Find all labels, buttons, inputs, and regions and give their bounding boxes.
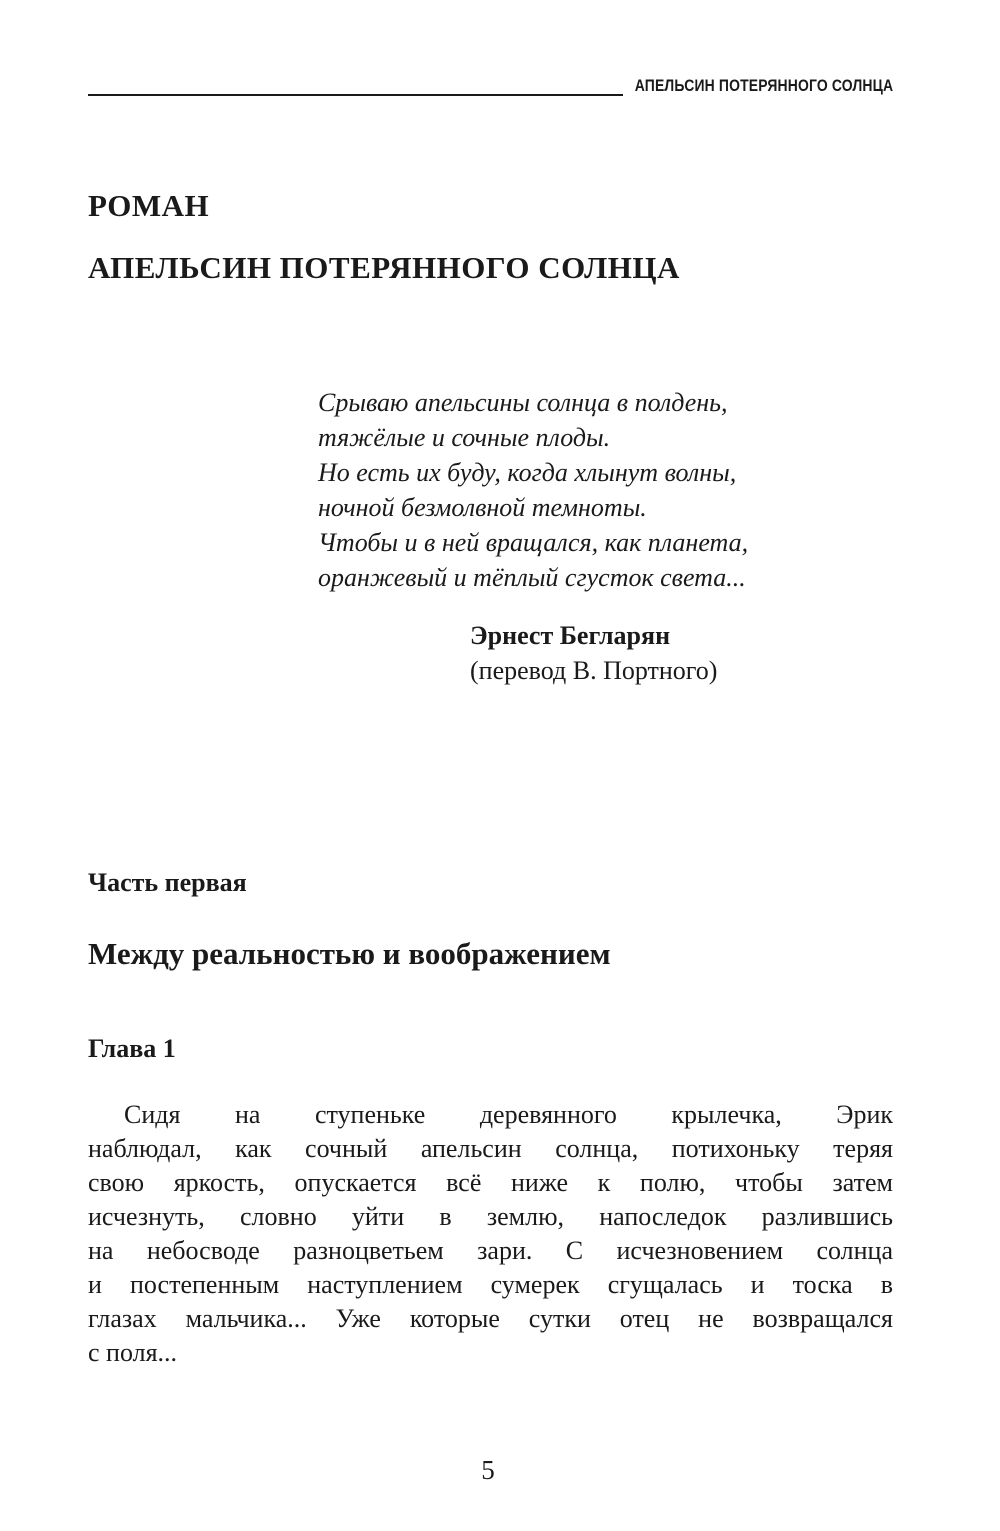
epigraph-line: тяжёлые и сочные плоды.: [318, 423, 611, 452]
page-number: 5: [481, 1455, 495, 1485]
part-label: Часть первая: [88, 868, 247, 897]
body-line: свою яркость, опускается всё ниже к полю, чтобы затем: [88, 1168, 893, 1197]
epigraph-line: Чтобы и в ней вращался, как планета,: [318, 528, 749, 557]
epigraph-author: Эрнест Бегларян: [470, 621, 671, 650]
genre-label: РОМАН: [88, 188, 210, 223]
body-line: глазах мальчика... Уже которые сутки отец не возвращался: [88, 1304, 893, 1333]
epigraph-line: ночной безмолвной темноты.: [318, 493, 647, 522]
body-line: и постепенным наступлением сумерек сгущалась и тоска в: [88, 1270, 893, 1299]
running-head: [88, 70, 893, 100]
part-title: Между реальностью и воображением: [88, 936, 611, 971]
chapter-label: Глава 1: [88, 1034, 176, 1063]
epigraph-line: Срываю апельсины солнца в полдень,: [318, 388, 728, 417]
body-line: на небосводе разноцветьем зари. С исчезновением солнца: [88, 1236, 893, 1265]
body-line: Сидя на ступеньке деревянного крылечка, Эрик: [124, 1100, 893, 1129]
epigraph-line: Но есть их буду, когда хлынут волны,: [318, 458, 737, 487]
running-head-rule: [88, 94, 623, 96]
epigraph-attribution: [470, 618, 717, 688]
epigraph-line: оранжевый и тёплый сгусток света...: [318, 563, 746, 592]
book-title: АПЕЛЬСИН ПОТЕРЯННОГО СОЛНЦА: [88, 250, 680, 285]
body-line: наблюдал, как сочный апельсин солнца, потихоньку теряя: [88, 1134, 893, 1163]
running-head-title: АПЕЛЬСИН ПОТЕРЯННОГО СОЛНЦА: [634, 76, 893, 95]
chapter-body: [88, 1098, 893, 1370]
body-line: с поля...: [88, 1338, 178, 1367]
epigraph: [318, 385, 748, 595]
epigraph-translator: (перевод В. Портного): [470, 656, 718, 685]
body-line: исчезнуть, словно уйти в землю, напоследок разлившись: [88, 1202, 893, 1231]
